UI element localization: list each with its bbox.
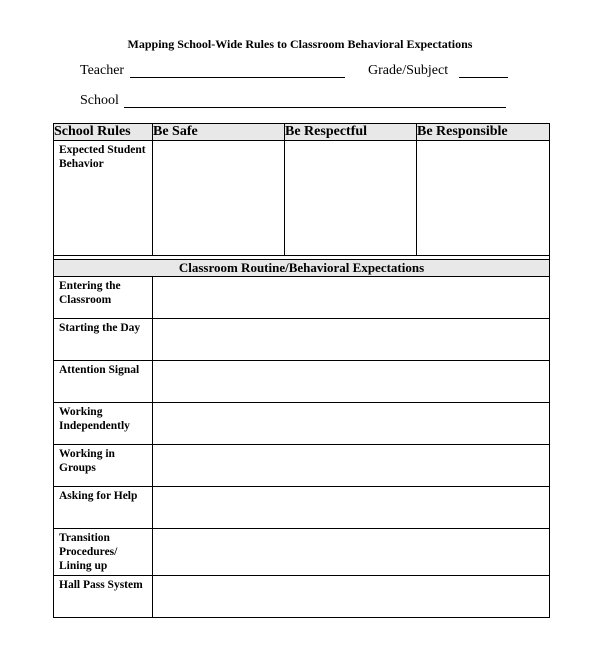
section-header-row	[54, 260, 550, 277]
routine-label: Transition Procedures/ Lining up	[54, 529, 153, 576]
header-be-safe: Be Safe	[153, 124, 285, 141]
routine-row	[54, 445, 550, 487]
routine-row	[54, 361, 550, 403]
section-title: Classroom Routine/Behavioral Expectations	[54, 260, 550, 277]
header-be-responsible: Be Responsible	[417, 124, 550, 141]
document-title: Mapping School-Wide Rules to Classroom Behavioral Expectations	[127, 37, 473, 51]
routine-cell[interactable]	[153, 529, 550, 576]
expected-behavior-row	[54, 141, 550, 256]
routine-cell[interactable]	[153, 361, 550, 403]
routine-label: Asking for Help	[54, 487, 153, 529]
routine-row	[54, 277, 550, 319]
routine-cell[interactable]	[153, 445, 550, 487]
header-row	[54, 124, 550, 141]
routine-label: Working Independently	[54, 403, 153, 445]
routine-cell[interactable]	[153, 277, 550, 319]
school-label: School	[80, 93, 119, 108]
routine-row	[54, 576, 550, 618]
routine-cell[interactable]	[153, 487, 550, 529]
header-be-respectful: Be Respectful	[285, 124, 417, 141]
routine-row	[54, 319, 550, 361]
routine-cell[interactable]	[153, 319, 550, 361]
teacher-label: Teacher	[80, 63, 125, 78]
routine-label: Starting the Day	[54, 319, 153, 361]
routine-label: Attention Signal	[54, 361, 153, 403]
routine-row	[54, 403, 550, 445]
routine-cell[interactable]	[153, 403, 550, 445]
grade-subject-line[interactable]	[459, 77, 508, 78]
be-responsible-cell[interactable]	[417, 141, 550, 256]
expected-behavior-label: Expected Student Behavior	[54, 141, 153, 256]
routine-label: Working in Groups	[54, 445, 153, 487]
routine-label: Entering the Classroom	[54, 277, 153, 319]
be-respectful-cell[interactable]	[285, 141, 417, 256]
routine-row	[54, 487, 550, 529]
rules-table	[53, 123, 550, 618]
routine-label: Hall Pass System	[54, 576, 153, 618]
routine-cell[interactable]	[153, 576, 550, 618]
school-line[interactable]	[124, 107, 506, 108]
be-safe-cell[interactable]	[153, 141, 285, 256]
routine-row	[54, 529, 550, 576]
grade-subject-label: Grade/Subject	[368, 63, 449, 78]
teacher-line[interactable]	[130, 77, 345, 78]
header-school-rules: School Rules	[54, 124, 153, 141]
